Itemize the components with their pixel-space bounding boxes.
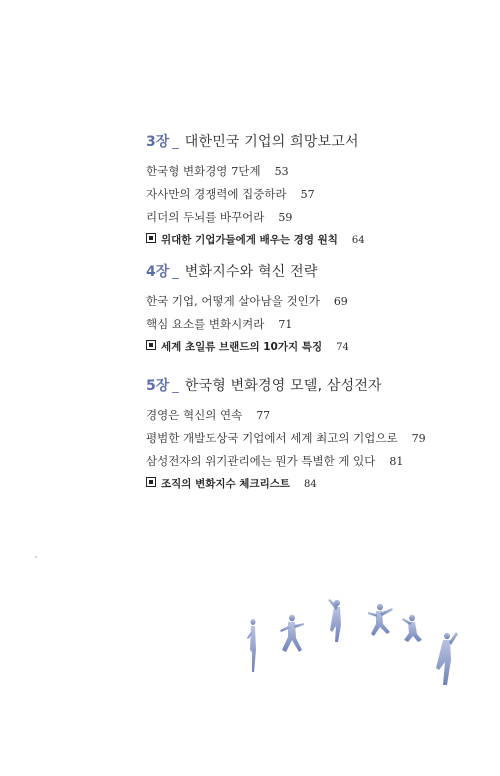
boxed-square-icon xyxy=(146,233,156,243)
toc-entry[interactable] xyxy=(146,453,476,476)
chapter-heading xyxy=(146,375,476,395)
entry-title: 조직의 변화지수 체크리스트 xyxy=(161,478,291,490)
figure-6 xyxy=(436,632,458,685)
figure-1 xyxy=(247,619,256,672)
toc-entry-special[interactable] xyxy=(146,476,476,499)
chapter-4 xyxy=(146,261,476,362)
toc-entry-special[interactable] xyxy=(146,339,476,362)
entry-page-number: 71 xyxy=(278,318,293,331)
toc-entry[interactable] xyxy=(146,186,476,209)
entry-title: 한국형 변화경영 7단계 xyxy=(146,164,261,178)
entry-list xyxy=(146,407,476,499)
chapter-number: 5장 xyxy=(146,378,170,394)
entry-title: 리더의 두뇌를 바꾸어라 xyxy=(146,210,265,224)
entry-title: 경영은 혁신의 연속 xyxy=(146,408,243,422)
toc-entry[interactable] xyxy=(146,293,476,316)
chapter-5 xyxy=(146,375,476,499)
boxed-square-icon xyxy=(146,340,156,350)
entry-title: 평범한 개발도상국 기업에서 세계 최고의 기업으로 xyxy=(146,431,398,445)
figure-2 xyxy=(280,615,304,652)
chapter-title[interactable]: 대한민국 기업의 희망보고서 xyxy=(184,134,359,150)
chapter-separator: _ xyxy=(172,265,179,280)
toc-entry[interactable] xyxy=(146,316,476,339)
entry-title: 삼성전자의 위기관리에는 뭔가 특별한 게 있다 xyxy=(146,454,376,468)
chapter-separator: _ xyxy=(172,135,179,150)
figure-5 xyxy=(402,615,422,642)
toc-entry[interactable] xyxy=(146,430,476,453)
entry-list xyxy=(146,163,476,255)
entry-page-number: 57 xyxy=(300,188,315,201)
stray-dot xyxy=(35,556,37,558)
jumping-figures-illustration xyxy=(240,590,470,700)
entry-title: 세계 초일류 브랜드의 10가지 특징 xyxy=(161,341,323,353)
figure-4 xyxy=(368,604,393,636)
toc-entry-special[interactable] xyxy=(146,232,476,255)
chapter-title[interactable]: 변화지수와 혁신 전략 xyxy=(184,264,318,280)
toc-entry[interactable] xyxy=(146,209,476,232)
entry-page-number: 74 xyxy=(336,342,349,353)
entry-page-number: 79 xyxy=(411,432,426,445)
chapter-heading xyxy=(146,261,476,281)
chapter-separator: _ xyxy=(172,379,179,394)
chapter-3 xyxy=(146,131,476,255)
toc-entry[interactable] xyxy=(146,163,476,186)
entry-page-number: 64 xyxy=(351,235,365,246)
chapter-number: 3장 xyxy=(146,134,170,150)
entry-title: 핵심 요소를 변화시켜라 xyxy=(146,317,265,331)
toc-entry[interactable] xyxy=(146,407,476,430)
boxed-square-icon xyxy=(146,477,156,487)
chapter-number: 4장 xyxy=(146,264,170,280)
entry-title: 위대한 기업가들에게 배우는 경영 원칙 xyxy=(161,234,338,246)
figure-3 xyxy=(328,599,341,642)
entry-page-number: 84 xyxy=(304,479,317,490)
entry-page-number: 53 xyxy=(274,165,289,178)
entry-page-number: 81 xyxy=(389,455,404,468)
entry-page-number: 69 xyxy=(333,295,348,308)
entry-page-number: 59 xyxy=(278,211,293,224)
chapter-title[interactable]: 한국형 변화경영 모델, 삼성전자 xyxy=(184,378,382,394)
entry-title: 자사만의 경쟁력에 집중하라 xyxy=(146,187,287,201)
entry-title: 한국 기업, 어떻게 살아남을 것인가 xyxy=(146,294,320,308)
entry-page-number: 77 xyxy=(256,409,271,422)
entry-list xyxy=(146,293,476,362)
chapter-heading xyxy=(146,131,476,151)
